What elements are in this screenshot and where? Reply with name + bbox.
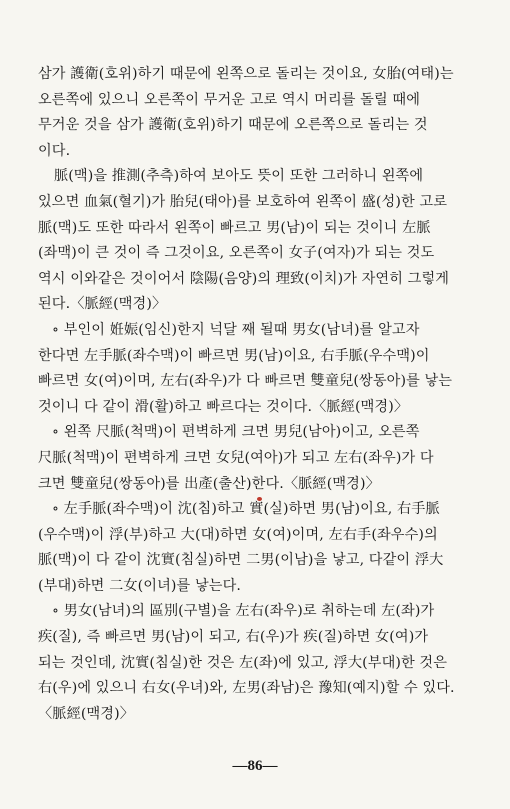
- text-line: 무거운 것을 삼가 護衛(호위)하기 때문에 오른쪽으로 돌리는 것: [38, 117, 428, 134]
- text-line: 疾(질), 즉 빠르면 男(남)이 되고, 右(우)가 疾(질)하면 女(여)가: [38, 629, 429, 646]
- text-line: 이다.: [38, 142, 71, 159]
- text-line: (부대)하면 二女(이녀)를 낳는다.: [38, 577, 241, 594]
- text-line: 脈(맥)이 다 같이 沈實(침실)하면 二男(이남)을 낳고, 다같이 浮大: [38, 552, 444, 569]
- bullet-paragraph-line: ∘ 왼쪽 尺脈(척맥)이 편벽하게 크면 男兒(남아)이고, 오른쪽: [52, 424, 420, 441]
- page-number: —86—: [232, 758, 278, 774]
- text-line: 것이니 다 같이 滑(활)하고 빠르다는 것이다.〈脈經(맥경)〉: [38, 398, 409, 415]
- text-line: 삼가 護衛(호위)하기 때문에 왼쪽으로 돌리는 것이요, 女胎(여태)는: [38, 66, 454, 82]
- text-line: 尺脈(척맥)이 편벽하게 크면 女兒(여아)가 되고 左右(좌우)가 다: [38, 449, 434, 466]
- text-line: (우수맥)이 浮(부)하고 大(대)하면 女(여)이며, 左右手(좌우수)의: [38, 526, 438, 543]
- text-line: 〈脈經(맥경)〉: [38, 705, 135, 722]
- text-line: 되는 것인데, 沈實(침실)한 것은 左(좌)에 있고, 浮大(부대)한 것은: [38, 654, 448, 671]
- text-line: (좌맥)이 큰 것이 즉 그것이요, 오른쪽이 女子(여자)가 되는 것도: [38, 245, 435, 262]
- body-text: [38, 62, 486, 727]
- text-line: 脈(맥)도 또한 따라서 왼쪽이 빠르고 男(남)이 되는 것이니 左脈: [38, 219, 431, 236]
- text-line: 역시 이와같은 것이어서 陰陽(음양)의 理致(이치)가 자연히 그렇게: [38, 270, 450, 287]
- ink-spot: [257, 497, 262, 501]
- text-line: 한다면 左手脈(좌수맥)이 빠르면 男(남)이요, 右手脈(우수맥)이: [38, 347, 430, 364]
- paragraph-start-line: 脈(맥)을 推測(추측)하여 보아도 뜻이 또한 그러하니 왼쪽에: [54, 168, 424, 185]
- bullet-paragraph-line: ∘ 左手脈(좌수맥)이 沈(침)하고 實(실)하면 男(남)이요, 右手脈: [52, 501, 440, 518]
- bullet-paragraph-line: ∘ 부인이 姙娠(임신)한지 넉달 째 될때 男女(남녀)를 알고자: [52, 321, 420, 338]
- text-line: 右(우)에 있으니 右女(우녀)와, 左男(좌남)은 豫知(예지)할 수 있다.: [38, 680, 455, 697]
- text-line: 빠르면 女(여)이며, 左右(좌우)가 다 빠르면 雙童兒(쌍동아)를 낳는: [38, 373, 453, 390]
- text-line: 오른쪽에 있으니 오른쪽이 무거운 고로 역시 머리를 돌릴 때에: [38, 91, 421, 108]
- text-line: 된다.〈脈經(맥경)〉: [38, 296, 167, 313]
- bullet-paragraph-line: ∘ 男女(남녀)의 區別(구별)을 左右(좌우)로 취하는데 左(좌)가: [52, 603, 435, 620]
- text-line: 크면 雙童兒(쌍동아)를 出產(출산)한다.〈脈經(맥경)〉: [38, 475, 380, 492]
- text-line: 있으면 血氣(혈기)가 胎兒(태아)를 보호하여 왼쪽이 盛(성)한 고로: [38, 193, 448, 210]
